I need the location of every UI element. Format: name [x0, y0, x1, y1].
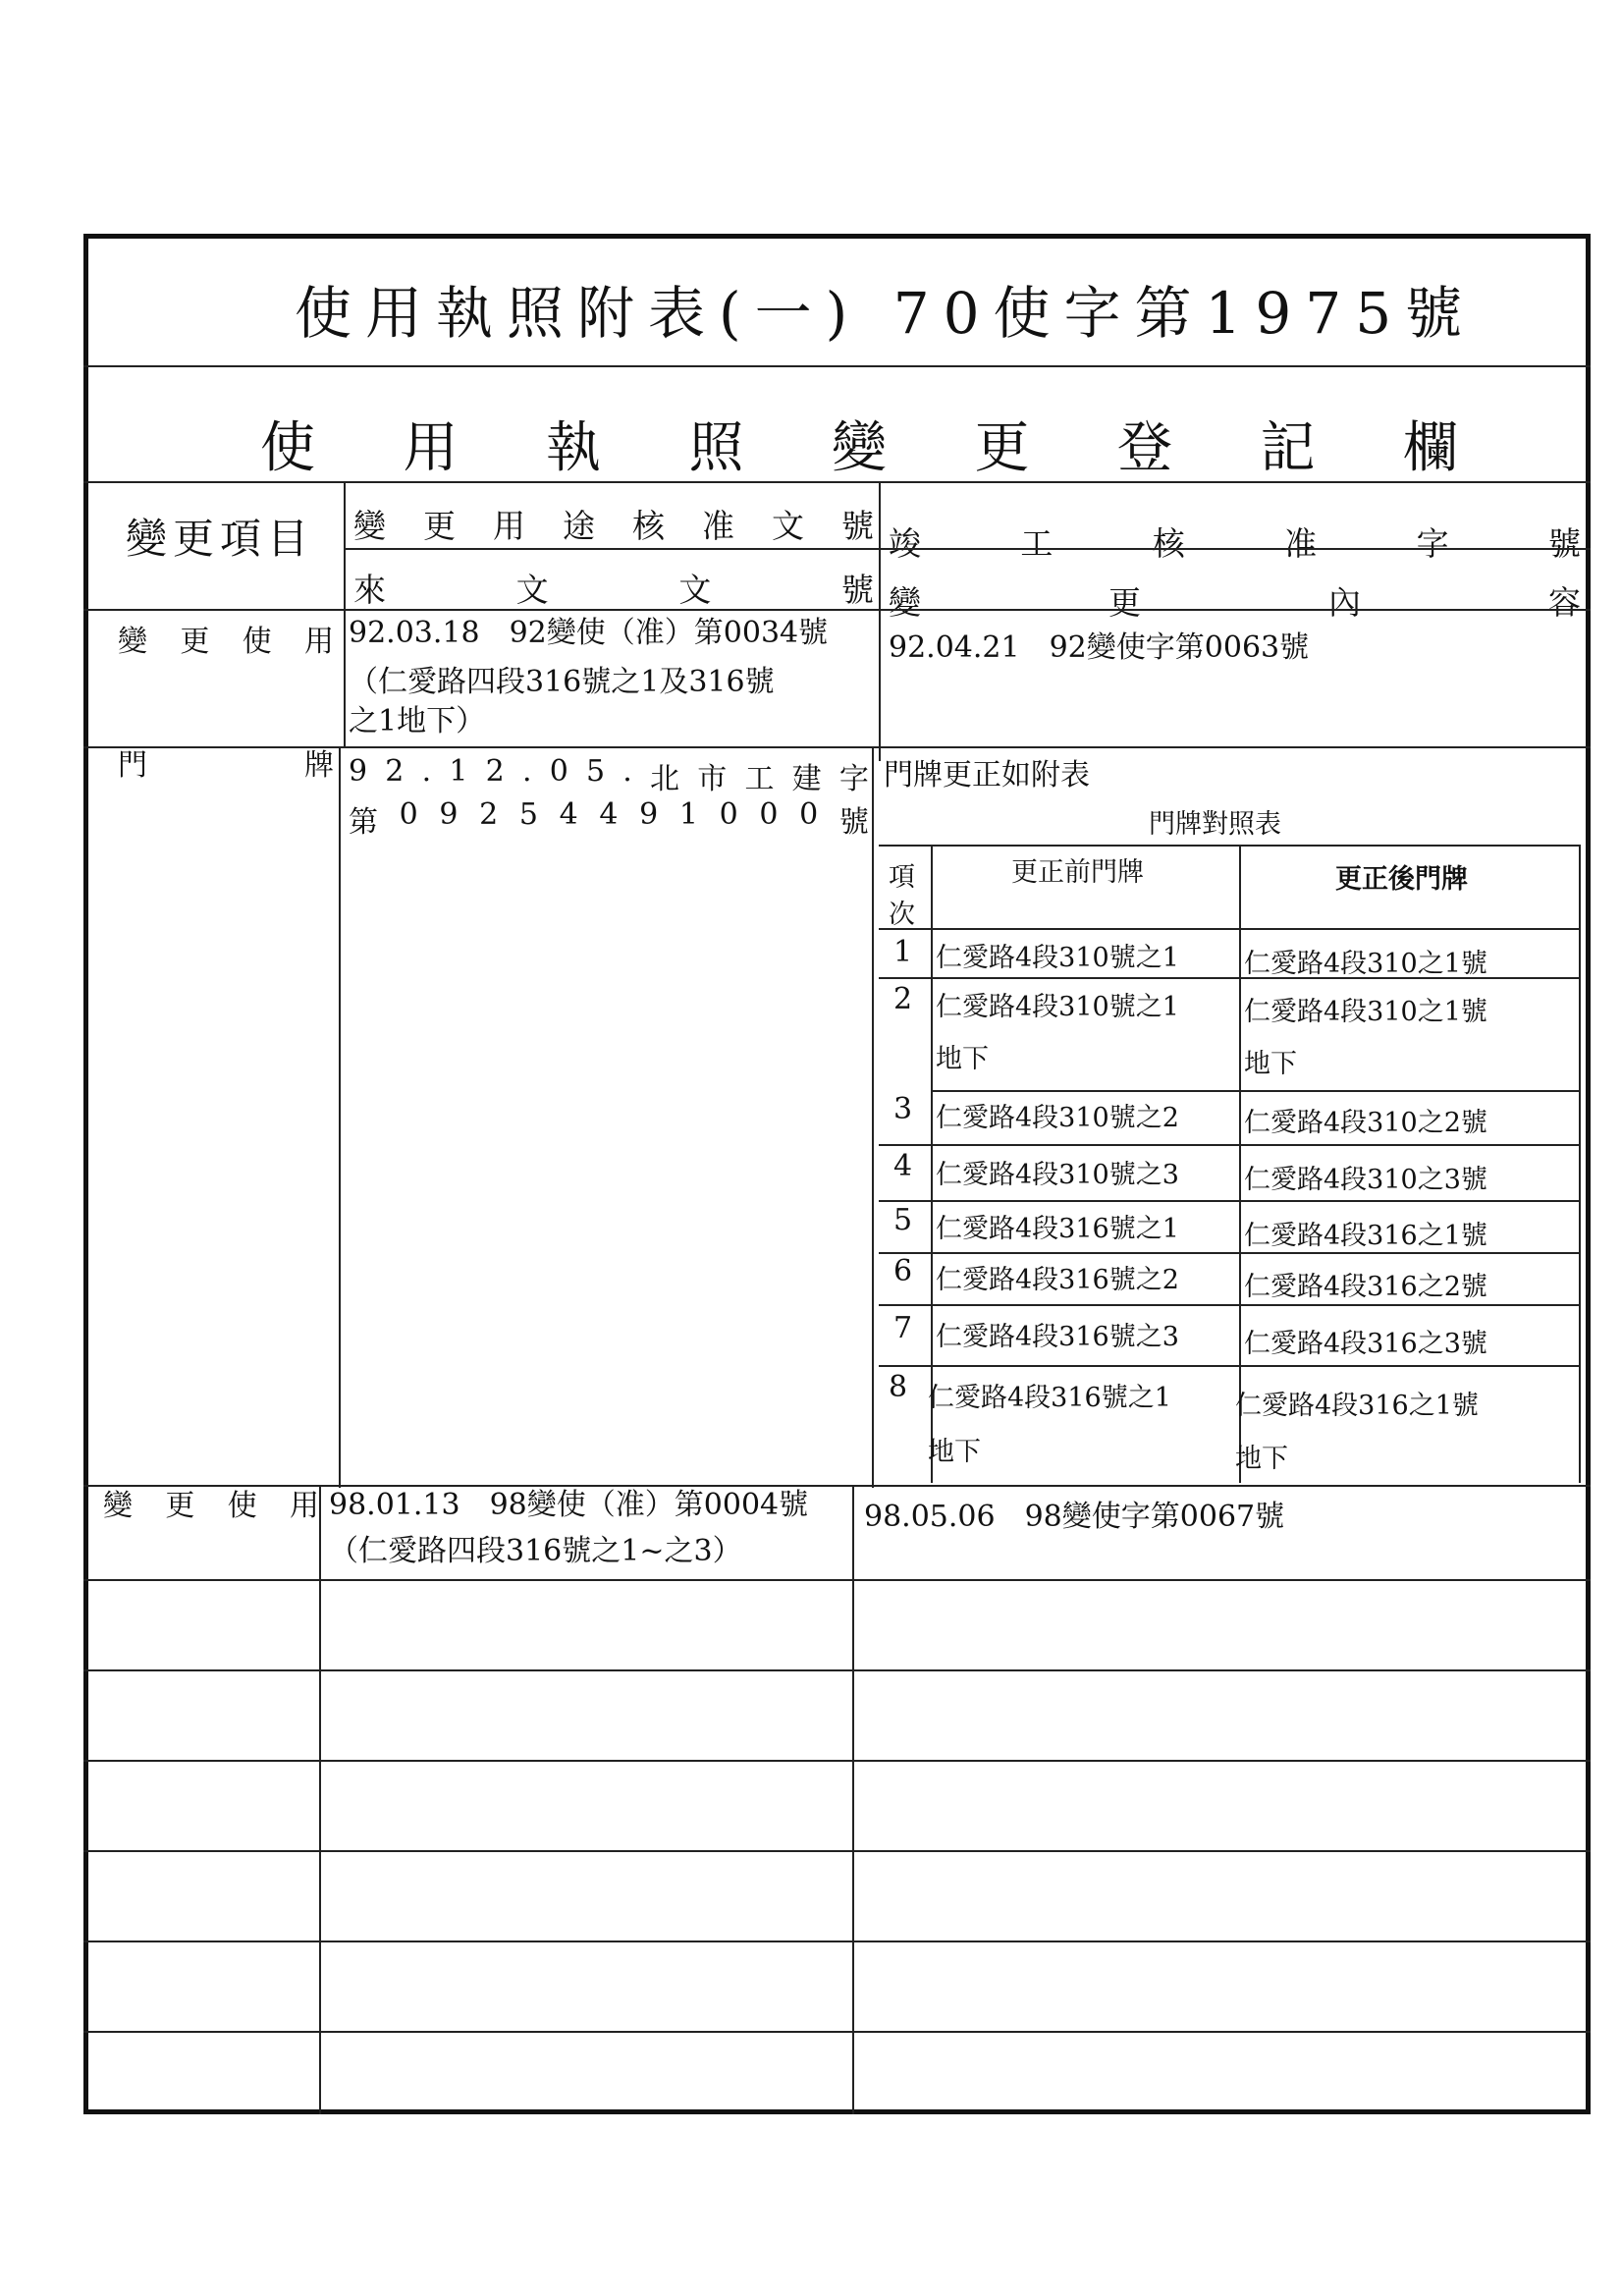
table-row-line	[879, 1365, 1581, 1367]
row2-item-right: 牌	[304, 748, 334, 783]
divider	[83, 1941, 1591, 1942]
row2-doc-line2: 第 0 9 2 5 4 4 9 1 0 0 0 號	[349, 797, 869, 840]
row1-doc-line: 92.03.18 92變使（准）第0034號	[349, 616, 829, 650]
divider	[83, 365, 1591, 367]
table-row-line	[879, 1304, 1581, 1306]
col-divider	[872, 746, 874, 1488]
after-address-line2: 地下	[1244, 1049, 1297, 1079]
after-address: 仁愛路4段316之1號	[1235, 1391, 1479, 1421]
row1-item: 變 更 使 用	[118, 625, 334, 659]
before-address: 仁愛路4段316號之1	[928, 1383, 1171, 1413]
divider	[83, 1850, 1591, 1852]
table-row-line	[879, 977, 1581, 979]
row2-doc-line1: 9 2 . 1 2 . 0 5 . 北 市 工 建 字	[349, 754, 869, 796]
after-address: 仁愛路4段310之2號	[1244, 1108, 1487, 1138]
col-after-header: 更正後門牌	[1335, 864, 1468, 895]
row1-doc-line: （仁愛路四段316號之1及316號	[349, 665, 775, 699]
before-address: 仁愛路4段310號之1	[936, 943, 1179, 973]
before-address: 仁愛路4段316號之1	[936, 1214, 1179, 1244]
before-address: 仁愛路4段310號之2	[936, 1103, 1179, 1133]
divider	[83, 609, 1591, 611]
row-no: 3	[893, 1092, 913, 1126]
col-no-header: 項次	[889, 862, 915, 930]
col-divider	[339, 746, 341, 1488]
divider	[83, 1760, 1591, 1762]
row2-item-left: 門	[118, 748, 147, 783]
content-header: 變 更 內 容	[889, 583, 1581, 622]
table-row-line	[879, 1144, 1581, 1146]
row3-item: 變 更 使 用	[103, 1489, 319, 1523]
row2-content: 門牌更正如附表	[884, 758, 1090, 793]
before-address-line2: 地下	[936, 1044, 989, 1074]
col-divider	[879, 609, 881, 746]
after-address: 仁愛路4段310之3號	[1244, 1165, 1487, 1195]
incoming-doc-header: 來 文 文 號	[353, 571, 874, 609]
approval-doc-header: 變 更 用 途 核 准 文 號	[353, 507, 874, 545]
after-address: 仁愛路4段316之3號	[1244, 1329, 1487, 1359]
after-address: 仁愛路4段316之2號	[1244, 1272, 1487, 1302]
table-row-line	[931, 1090, 1581, 1092]
col-divider	[344, 609, 346, 746]
divider	[83, 1669, 1591, 1671]
before-address: 仁愛路4段310號之1	[936, 992, 1179, 1022]
divider	[83, 481, 1591, 483]
after-address-line2: 地下	[1235, 1444, 1288, 1474]
completion-header: 竣 工 核 准 字 號	[889, 524, 1581, 563]
col-before-header: 更正前門牌	[1011, 857, 1144, 888]
row-no: 5	[893, 1203, 913, 1237]
before-address: 仁愛路4段310號之3	[936, 1160, 1179, 1190]
after-address: 仁愛路4段310之1號	[1244, 949, 1487, 979]
row-no: 7	[893, 1311, 913, 1345]
row3-content: 98.05.06 98變使字第0067號	[864, 1500, 1285, 1534]
before-address-line2: 地下	[928, 1437, 981, 1467]
row3-doc-line: 98.01.13 98變使（准）第0004號	[329, 1488, 809, 1522]
after-address: 仁愛路4段310之1號	[1244, 997, 1487, 1027]
row1-doc-line: 之1地下）	[349, 704, 486, 738]
table-border	[879, 845, 1581, 847]
item-column-header: 變更項目	[126, 515, 315, 563]
before-address: 仁愛路4段316號之2	[936, 1265, 1179, 1295]
row1-content: 92.04.21 92變使字第0063號	[889, 630, 1310, 665]
row3-doc-line: （仁愛路四段316號之1~之3）	[329, 1534, 742, 1568]
row-no: 6	[893, 1254, 913, 1288]
table-col	[1239, 845, 1241, 1483]
before-address: 仁愛路4段316號之3	[936, 1322, 1179, 1352]
table-col	[1579, 845, 1581, 1483]
row-no: 2	[893, 982, 913, 1016]
row-no: 1	[893, 935, 913, 969]
address-table-caption: 門牌對照表	[1149, 809, 1281, 840]
page-title: 使用執照附表(一) 70使字第1975號	[295, 280, 1477, 347]
table-row-line	[879, 928, 1581, 930]
divider	[83, 1579, 1591, 1581]
section-subtitle: 使 用 執 照 變 更 登 記 欄	[260, 416, 1458, 480]
after-address: 仁愛路4段316之1號	[1244, 1221, 1487, 1251]
table-row-line	[879, 1200, 1581, 1202]
row-no: 8	[889, 1370, 908, 1404]
table-row-line	[879, 1252, 1581, 1254]
divider	[83, 2031, 1591, 2033]
row-no: 4	[893, 1149, 913, 1183]
divider	[344, 548, 1591, 550]
